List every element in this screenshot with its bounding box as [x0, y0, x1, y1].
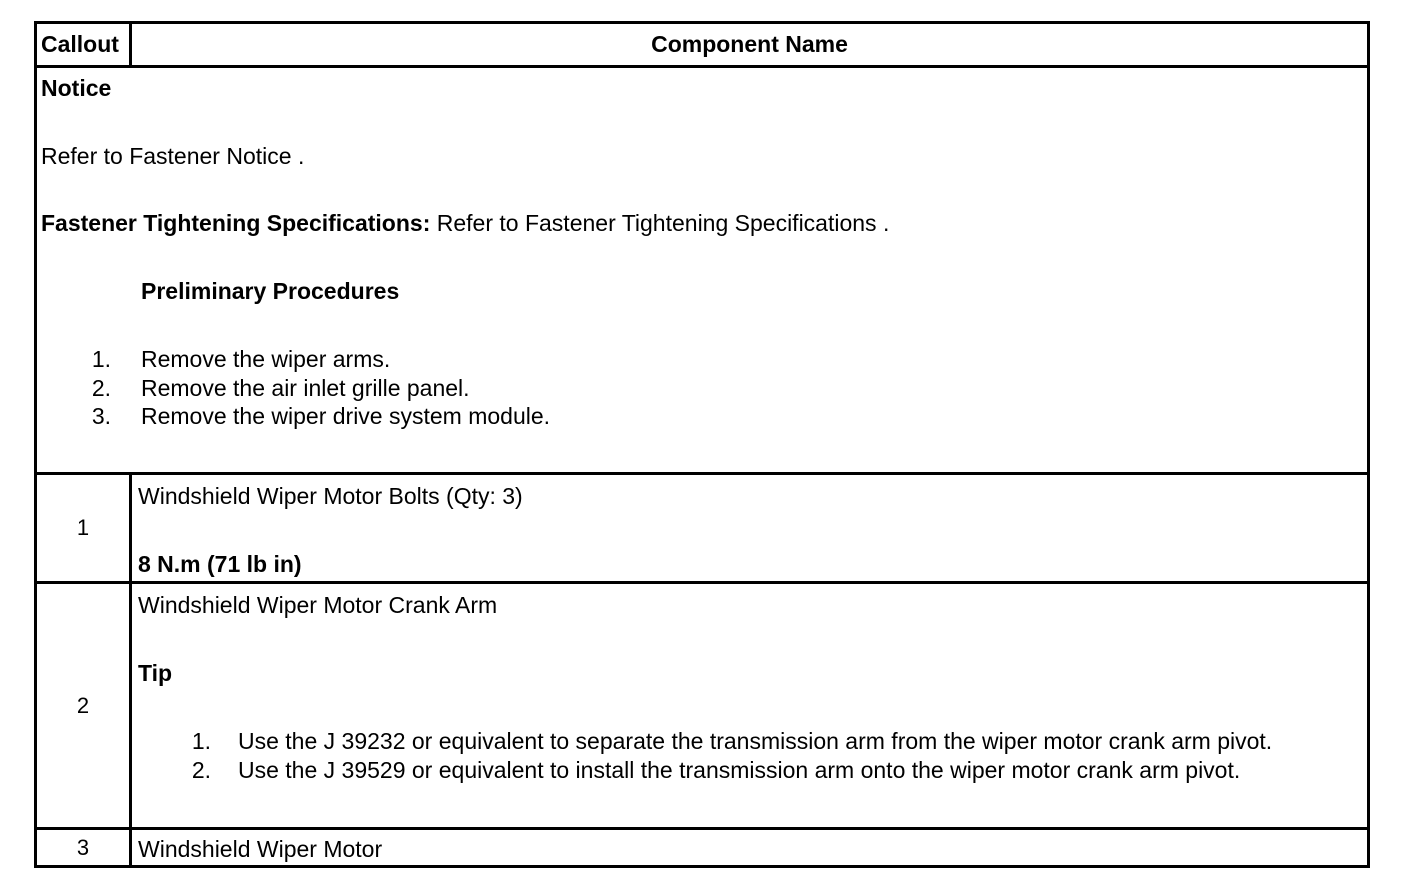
component-cell — [132, 475, 1367, 581]
tip-number: 1. — [191, 728, 211, 754]
step-number: 2. — [91, 375, 111, 401]
spec-text: Refer to Fastener Tightening Specifications . — [430, 210, 890, 236]
table-row — [37, 830, 1367, 865]
callout-number: 1 — [37, 475, 132, 581]
component-cell — [132, 584, 1367, 827]
notice-title: Notice — [41, 75, 112, 101]
tip-text: Use the J 39232 or equivalent to separate the transmission arm from the wiper motor crank arm pivot. — [238, 728, 1273, 754]
component-name: Windshield Wiper Motor Bolts (Qty: 3) — [138, 483, 523, 509]
table-row — [37, 584, 1367, 830]
tip-text: Use the J 39529 or equivalent to install the transmission arm onto the wiper motor crank arm pivot. — [238, 757, 1241, 783]
table-header-row — [37, 24, 1367, 68]
component-cell — [132, 830, 1367, 865]
component-name: Windshield Wiper Motor Crank Arm — [138, 592, 498, 618]
torque-value: 8 N.m (71 lb in) — [138, 551, 302, 577]
callout-header: Callout — [37, 24, 132, 65]
step-text: Remove the wiper drive system module. — [141, 403, 551, 429]
step-number: 3. — [91, 403, 111, 429]
step-number: 1. — [91, 346, 111, 372]
procedures-title: Preliminary Procedures — [141, 278, 400, 304]
component-name-header: Component Name — [651, 31, 848, 57]
callout-number: 2 — [37, 584, 132, 827]
component-table — [34, 21, 1370, 868]
component-name: Windshield Wiper Motor — [138, 836, 383, 862]
tip-number: 2. — [191, 757, 211, 783]
fastener-notice-ref: Refer to Fastener Notice . — [41, 143, 305, 169]
spec-label: Fastener Tightening Specifications: — [41, 210, 431, 236]
callout-number: 3 — [37, 830, 132, 865]
step-text: Remove the wiper arms. — [141, 346, 391, 372]
step-text: Remove the air inlet grille panel. — [141, 375, 470, 401]
table-row — [37, 475, 1367, 584]
notice-section — [37, 68, 1367, 475]
tip-title: Tip — [138, 660, 173, 686]
tightening-spec-line — [41, 210, 889, 237]
